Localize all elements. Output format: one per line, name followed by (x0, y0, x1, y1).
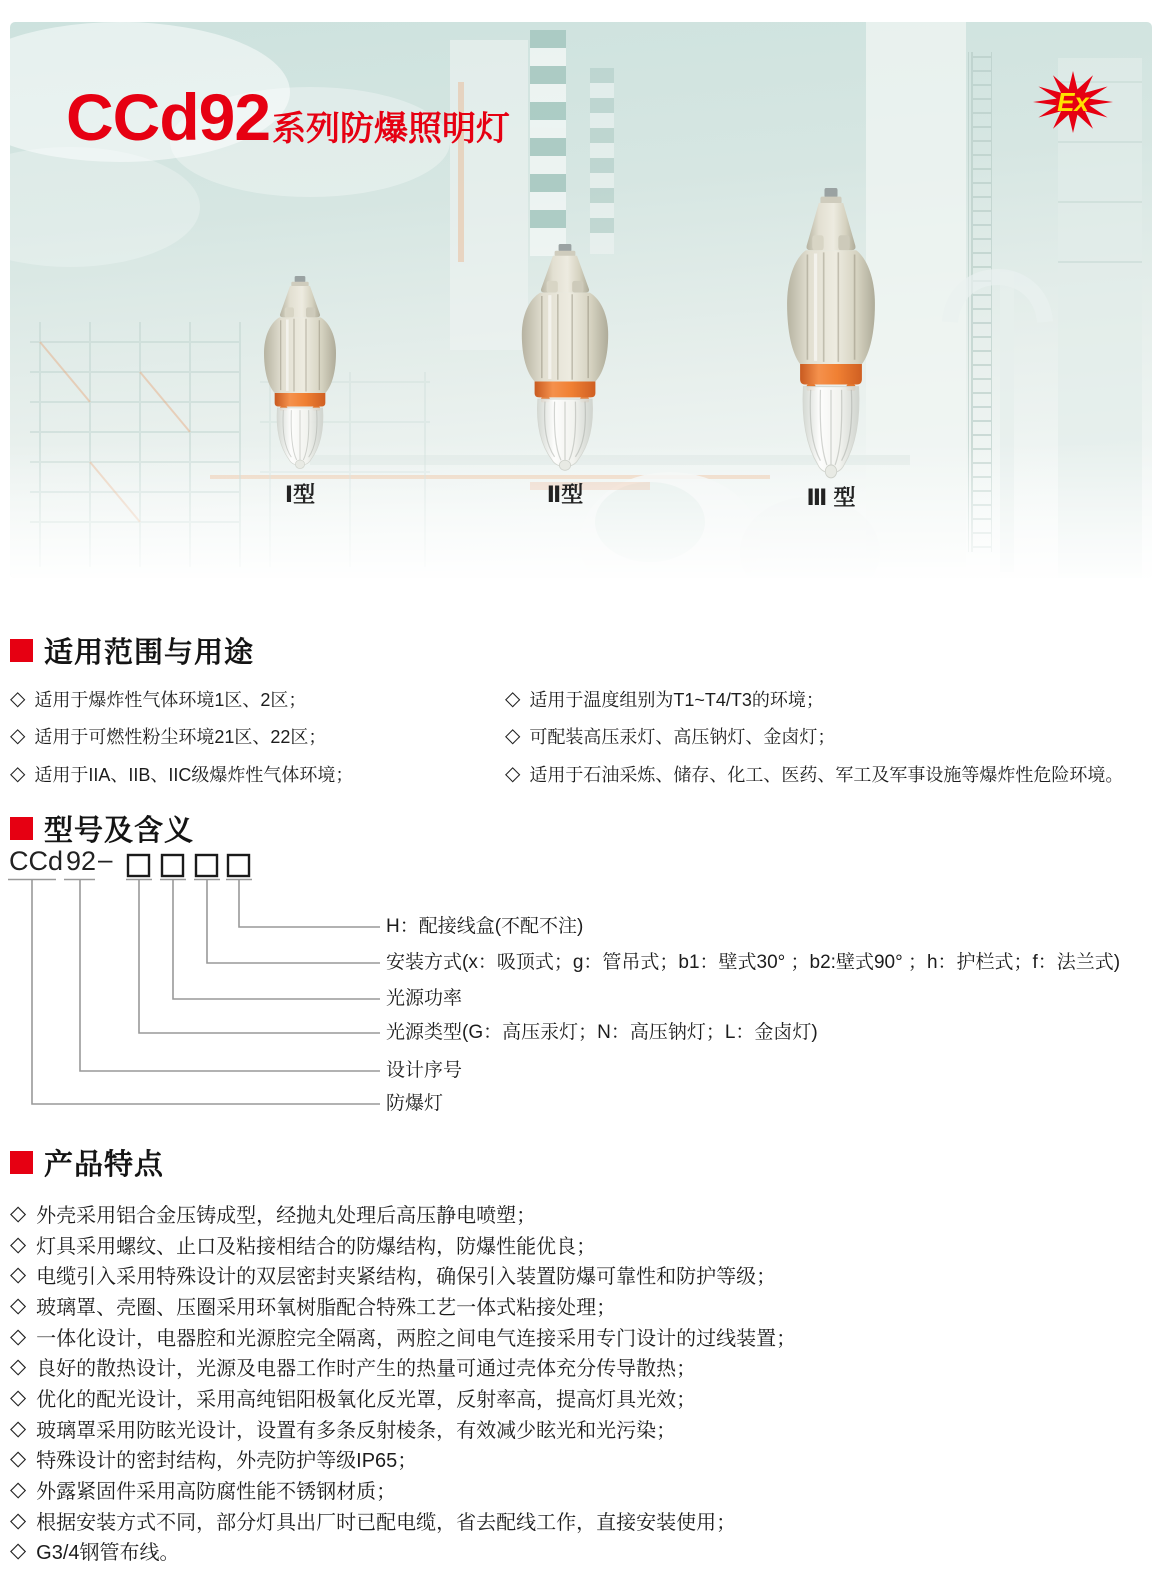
section-header-features (10, 1146, 165, 1181)
list-item-text: 一体化设计，电器腔和光源腔完全隔离，两腔之间电气连接采用专门设计的过线装置； (36, 1327, 797, 1350)
list-item-text: 适用于IIA、IIB、IIC级爆炸性气体环境； (34, 764, 354, 785)
section-title-usage: 适用范围与用途 (44, 636, 255, 669)
diamond-bullet-icon: ◇ (10, 1201, 27, 1225)
section-header-usage (10, 634, 255, 669)
list-item (10, 1351, 796, 1382)
diamond-bullet-icon: ◇ (505, 725, 521, 748)
list-item-text: 适用于温度组别为T1~T4/T3的环境； (529, 689, 824, 710)
features-list (10, 1198, 796, 1566)
section-marker (10, 1151, 33, 1174)
lamp-type3-label: Ⅲ 型 (806, 485, 856, 510)
diamond-bullet-icon: ◇ (10, 1263, 27, 1287)
lamp-type1-label: Ⅰ型 (284, 482, 316, 507)
ex-starburst-icon (1018, 60, 1128, 145)
diamond-bullet-icon: ◇ (10, 762, 26, 785)
diamond-bullet-icon: ◇ (10, 1385, 27, 1409)
list-item-text: 灯具采用螺纹、止口及粘接相结合的防爆结构，防爆性能优良； (36, 1235, 597, 1258)
list-item (10, 1536, 796, 1567)
model-meaning-label: 设计序号 (386, 1060, 463, 1081)
list-item (10, 1229, 796, 1260)
list-item-text: 电缆引入采用特殊设计的双层密封夹紧结构，确保引入装置防爆可靠性和防护等级； (36, 1266, 777, 1289)
list-item-text: 外露紧固件采用高防腐性能不锈钢材质； (36, 1481, 397, 1504)
model-meaning-label: 光源功率 (386, 988, 463, 1009)
list-item-text: 可配装高压汞灯、高压钠灯、金卤灯； (529, 727, 836, 748)
list-item (505, 680, 1123, 718)
diamond-bullet-icon: ◇ (10, 1232, 27, 1256)
diamond-bullet-icon: ◇ (10, 725, 26, 748)
list-item-text: G3/4钢管布线。 (36, 1542, 180, 1565)
list-item (10, 1413, 796, 1444)
list-item-text: 适用于爆炸性气体环境1区、2区； (34, 689, 307, 710)
usage-list-right (505, 680, 1123, 793)
diamond-bullet-icon: ◇ (10, 1478, 27, 1502)
diamond-bullet-icon: ◇ (505, 687, 521, 710)
model-code-series: 92 (66, 846, 97, 876)
diamond-bullet-icon: ◇ (10, 1324, 27, 1348)
lamp-type3-image (770, 188, 892, 480)
model-meaning-label: 防爆灯 (386, 1093, 444, 1114)
list-item-text: 优化的配光设计，采用高纯铝阳极氧化反光罩，反射率高，提高灯具光效； (36, 1388, 697, 1411)
list-item (10, 680, 353, 718)
model-meaning-label: 光源类型(G：高压汞灯；N：高压钠灯；L：金卤灯) (386, 1022, 818, 1043)
list-item (10, 1259, 796, 1290)
lamp-type1-image (250, 276, 350, 470)
section-header-model (10, 812, 195, 847)
list-item (10, 755, 353, 793)
lamp-type2-image (505, 244, 625, 472)
section-title-model: 型号及含义 (44, 814, 195, 847)
diamond-bullet-icon: ◇ (10, 687, 26, 710)
diamond-bullet-icon: ◇ (10, 1539, 27, 1563)
series-code: CCd92 (66, 80, 271, 154)
section-marker (10, 817, 33, 840)
list-item (10, 1290, 796, 1321)
ex-label: Ex (1057, 87, 1089, 117)
lamp-type2-label: Ⅱ型 (546, 482, 584, 507)
list-item-text: 适用于可燃性粉尘环境21区、22区； (34, 727, 327, 748)
list-item-text: 玻璃罩采用防眩光设计，设置有多条反射棱条，有效减少眩光和光污染； (36, 1419, 677, 1442)
list-item-text: 良好的散热设计，光源及电器工作时产生的热量可通过壳体充分传导散热； (36, 1358, 697, 1381)
model-meaning-label: H：配接线盒(不配不注) (386, 916, 584, 937)
list-item-text: 特殊设计的密封结构，外壳防护等级IP65； (36, 1450, 418, 1473)
diamond-bullet-icon: ◇ (10, 1416, 27, 1440)
list-item (10, 1444, 796, 1475)
list-item-text: 根据安装方式不同，部分灯具出厂时已配电缆，省去配线工作，直接安装使用； (36, 1511, 737, 1534)
list-item-text: 玻璃罩、壳圈、压圈采用环氧树脂配合特殊工艺一体式粘接处理； (36, 1296, 617, 1319)
list-item (505, 755, 1123, 793)
list-item (10, 718, 353, 756)
diamond-bullet-icon: ◇ (10, 1355, 27, 1379)
usage-list-left (10, 680, 353, 793)
list-item (10, 1505, 796, 1536)
model-meaning-label: 安装方式(x：吸顶式；g：管吊式；b1：壁式30° ；b2:壁式90° ；h：护栏式；f：法兰式) (386, 952, 1121, 973)
model-code-prefix: CCd (9, 846, 64, 876)
list-item (10, 1198, 796, 1229)
diamond-bullet-icon: ◇ (10, 1447, 27, 1471)
model-diagram-lines (0, 843, 1160, 1119)
diamond-bullet-icon: ◇ (10, 1293, 27, 1317)
hero-banner (10, 22, 1152, 578)
diamond-bullet-icon: ◇ (10, 1508, 27, 1532)
list-item (10, 1382, 796, 1413)
list-item (10, 1474, 796, 1505)
section-title-features: 产品特点 (44, 1148, 165, 1181)
model-code-dash: – (98, 844, 113, 874)
page-title (66, 80, 511, 154)
diamond-bullet-icon: ◇ (505, 762, 521, 785)
list-item-text: 外壳采用铝合金压铸成型，经抛丸处理后高压静电喷塑； (36, 1204, 537, 1227)
list-item (505, 718, 1123, 756)
section-marker (10, 639, 33, 662)
list-item (10, 1321, 796, 1352)
series-name: 系列防爆照明灯 (272, 110, 511, 148)
list-item-text: 适用于石油采炼、储存、化工、医药、军工及军事设施等爆炸性危险环境。 (529, 764, 1124, 785)
